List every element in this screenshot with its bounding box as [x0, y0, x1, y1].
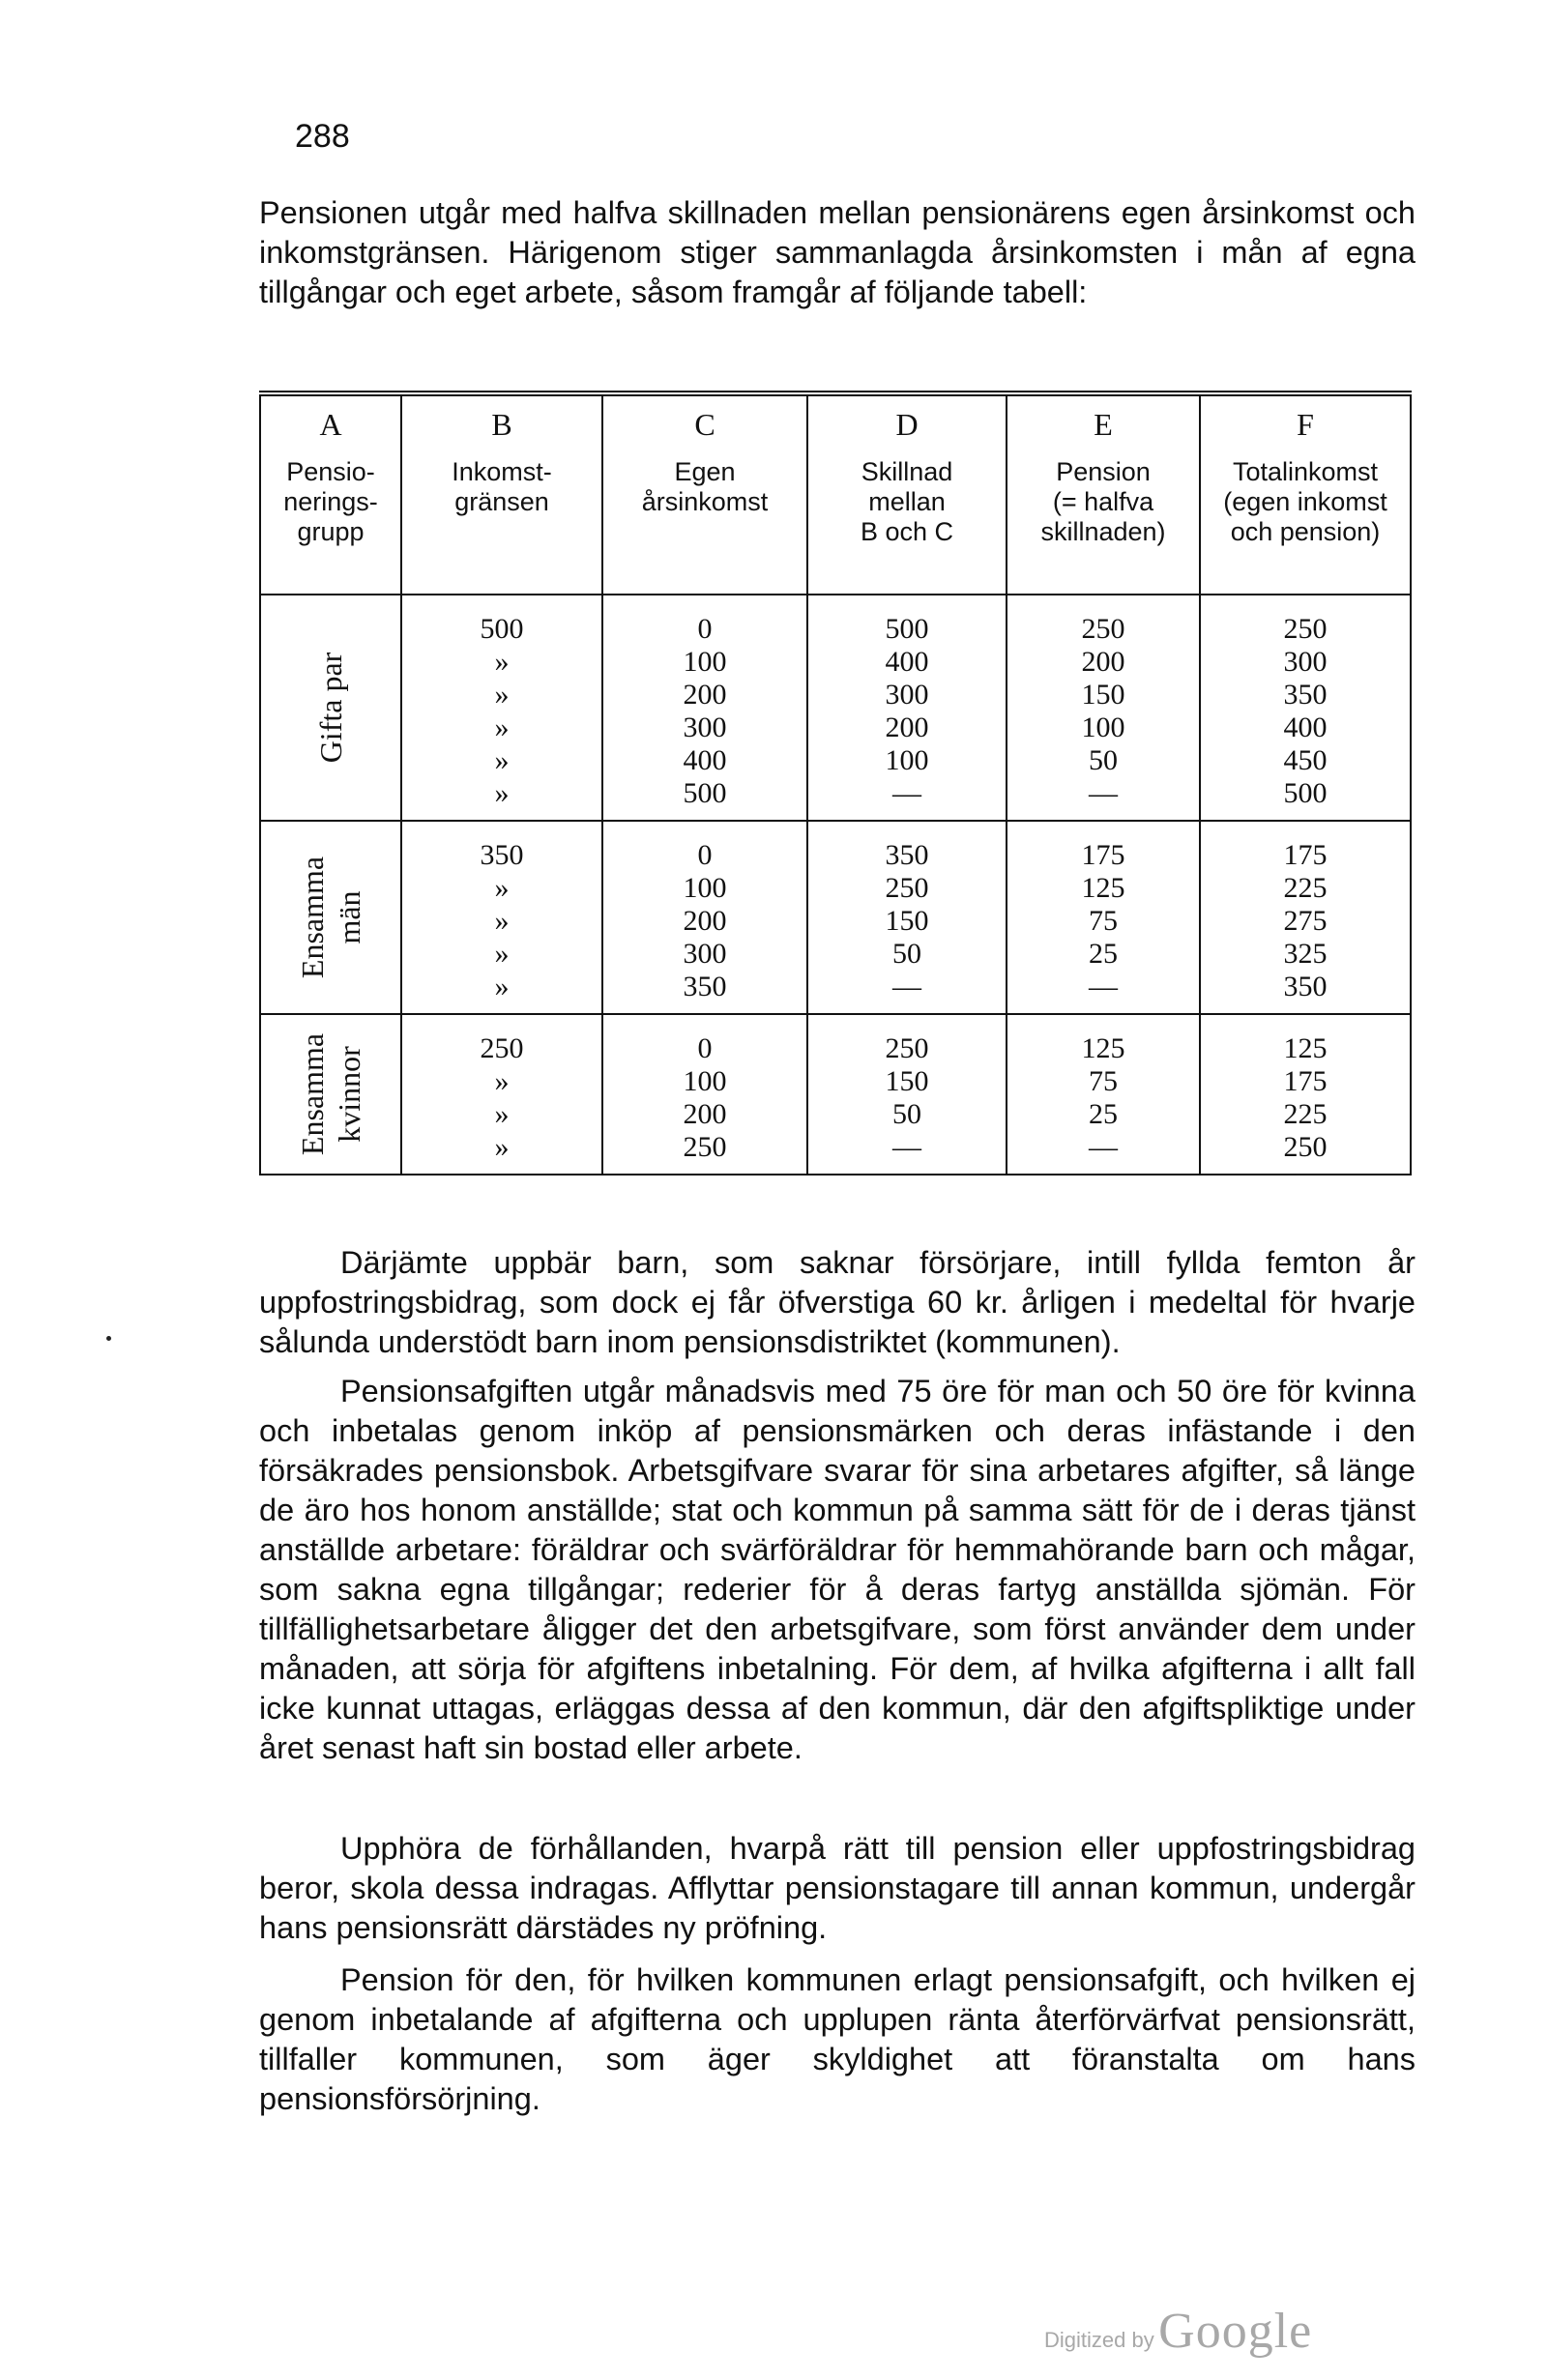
table-cell-value: 100: [683, 872, 727, 904]
table-cell-value: 200: [683, 679, 727, 711]
table-cell-value: 250: [1283, 1131, 1328, 1163]
header-label: [603, 457, 806, 517]
table-cell-value: —: [892, 777, 921, 809]
table-cell-value: 200: [683, 905, 727, 937]
table-cell-value: 400: [1283, 711, 1328, 743]
pension-table: [259, 391, 1412, 1175]
table-cell-value: 0: [697, 839, 713, 871]
label-line: skillnaden): [1040, 517, 1166, 546]
table-cell-value: 150: [1081, 679, 1125, 711]
table-cell-value: 50: [892, 1098, 921, 1130]
google-logo: Google: [1158, 2304, 1313, 2359]
table-cell-value: 350: [885, 839, 929, 871]
paragraph-pension-for-den: Pension för den, för hvilken kommunen erlagt pensionsafgift, och hvilken ej genom inbetalande af afgifterna och upplupen ränta återförvärfvat pensionsrätt, tillfaller kommunen, som äger skyldighet att föranstalta om hans pensionsförsörjning.: [259, 1962, 1416, 2116]
group-ensamma-kvinnor: [260, 1014, 1411, 1175]
table-cell-value: 500: [885, 613, 929, 645]
table-cell-value: —: [892, 971, 921, 1002]
col-f-values: [1200, 1014, 1411, 1175]
label-line: grupp: [297, 517, 365, 546]
table-cell-value: 175: [1283, 839, 1328, 871]
label-line: (egen inkomst: [1223, 487, 1387, 516]
table-cell-value: 175: [1081, 839, 1125, 871]
table-cell-value: 300: [683, 711, 727, 743]
header-label: [1007, 457, 1199, 547]
group-label-cell: [260, 821, 401, 1014]
table-cell-value: 25: [1089, 1098, 1118, 1130]
table-cell-value: 125: [1081, 1032, 1125, 1064]
table-cell-value: 500: [683, 777, 727, 809]
intro-paragraph: Pensionen utgår med halfva skillnaden mellan pensionärens egen årsinkomst och inkomstgränsen. Härigenom stiger sammanlagda årsinkomsten i mån af egna tillgångar och eget arbete, såsom framgår af följande tabell:: [259, 195, 1416, 309]
col-c-values: [602, 1014, 807, 1175]
table-cell-value: 175: [1283, 1065, 1328, 1097]
header-label: [808, 457, 1006, 547]
table-cell-value: »: [494, 872, 510, 904]
table-cell-value: 300: [683, 938, 727, 970]
table-cell-value: 275: [1283, 905, 1328, 937]
header-label: [261, 457, 400, 547]
header-col-f: F Totalinkomst (egen inkomst och pension): [1200, 393, 1411, 595]
paragraph-upphora: Upphöra de förhållanden, hvarpå rätt till pension eller uppfostringsbidrag beror, skola dessa indragas. Afflyttar pensionstagare till annan kommun, undergår hans pensionsrätt därstädes ny pröfning.: [259, 1831, 1416, 1945]
table-cell-value: 200: [683, 1098, 727, 1130]
table-cell-value: 250: [480, 1032, 524, 1064]
label-line: Inkomst-: [452, 457, 552, 486]
header-col-a: A Pensio- nerings- grupp: [260, 393, 401, 595]
label-line: årsinkomst: [641, 487, 769, 516]
table-cell-value: 200: [1081, 646, 1125, 678]
label-line: Egen: [674, 457, 736, 486]
label-line: kvinnor: [332, 1046, 366, 1143]
table-cell-value: 300: [885, 679, 929, 711]
label-line: gränsen: [454, 487, 549, 516]
table-cell-value: 350: [1283, 679, 1328, 711]
header-col-c: C Egen årsinkomst: [602, 393, 807, 595]
col-c-values: [602, 821, 807, 1014]
col-e-values: [1007, 821, 1200, 1014]
col-d-values: [807, 821, 1007, 1014]
label-line: mellan: [868, 487, 946, 516]
table-cell-value: 150: [885, 1065, 929, 1097]
col-e-values: [1007, 595, 1200, 821]
group-label-cell: [260, 595, 401, 821]
table-cell-value: »: [494, 1098, 510, 1130]
table-cell-value: 100: [683, 646, 727, 678]
table-cell-value: 125: [1081, 872, 1125, 904]
col-b-values: [401, 1014, 602, 1175]
col-b-values: [401, 821, 602, 1014]
group-label: [312, 653, 349, 764]
col-f-values: [1200, 595, 1411, 821]
header-col-e: E Pension (= halfva skillnaden): [1007, 393, 1200, 595]
table-cell-value: 225: [1283, 1098, 1328, 1130]
table-cell-value: 500: [480, 613, 524, 645]
group-label: [294, 856, 367, 978]
table-cell-value: »: [494, 905, 510, 937]
label-line: Pensio-: [286, 457, 375, 486]
label-line: Pension: [1056, 457, 1151, 486]
table-cell-value: »: [494, 938, 510, 970]
table-cell-value: —: [1089, 777, 1118, 809]
table-cell-value: 25: [1089, 938, 1118, 970]
table-cell-value: —: [892, 1131, 921, 1163]
table-cell-value: 350: [1283, 971, 1328, 1002]
table-cell-value: »: [494, 646, 510, 678]
table-cell-value: 250: [885, 872, 929, 904]
table-cell-value: »: [494, 971, 510, 1002]
table-cell-value: 250: [1081, 613, 1125, 645]
label-line: nerings-: [283, 487, 378, 516]
table-cell-value: 0: [697, 1032, 713, 1064]
table-cell-value: —: [1089, 1131, 1118, 1163]
table-cell-value: 100: [1081, 711, 1125, 743]
table-cell-value: 300: [1283, 646, 1328, 678]
col-f-values: [1200, 821, 1411, 1014]
label-line: Ensamma: [295, 856, 330, 979]
table-cell-value: 0: [697, 613, 713, 645]
footer-prefix: Digitized by: [1044, 2328, 1154, 2352]
label-line: Gifta par: [313, 652, 348, 764]
table-cell-value: —: [1089, 971, 1118, 1002]
table-cell-value: 325: [1283, 938, 1328, 970]
table-cell-value: 500: [1283, 777, 1328, 809]
col-d-values: [807, 595, 1007, 821]
paragraph-barn: Därjämte uppbär barn, som saknar försörjare, intill fyllda femton år uppfostringsbidrag, som dock ej får öfverstiga 60 kr. årligen i medeltal för hvarje sålunda understödt barn inom pensionsdistriktet (kommunen).: [259, 1245, 1416, 1359]
table-cell-value: 250: [1283, 613, 1328, 645]
table-cell-value: 100: [885, 744, 929, 776]
paragraph-pensionsafgiften: Pensionsafgiften utgår månadsvis med 75 öre för man och 50 öre för kvinna och inbetalas genom inköp af pensionsmärken och deras infästande i den försäkrades pensionsbok. Arbetsgifvare svarar för sina arbetares afgifter, så länge de äro hos honom anställde; stat och kommun på samma sätt för de i deras tjänst anställde arbetare: föräldrar och svärföräldrar för hemmahörande barn och mågar, som sakna egna tillgångar; rederier för å deras fartyg anställda sjömän. För tillfällighetsarbetare åligger det den arbetsgifvare, som först använder dem under månaden, att sörja för afgiftens inbetalning. För dem, af hvilka afgifterna i allt fall icke kunnat uttagas, erläggas dessa af den kommun, där den afgiftspliktige under året senast haft sin bostad eller arbete.: [259, 1374, 1416, 1765]
table-cell-value: 350: [683, 971, 727, 1002]
header-label: [402, 457, 601, 517]
label-line: (= halfva: [1052, 487, 1154, 516]
table-cell-value: 150: [885, 905, 929, 937]
page-number: 288: [295, 118, 350, 155]
label-line: män: [332, 890, 366, 944]
table-cell-value: 400: [885, 646, 929, 678]
group-label-cell: [260, 1014, 401, 1175]
table-cell-value: 50: [892, 938, 921, 970]
table-cell-value: 50: [1089, 744, 1118, 776]
table-cell-value: 75: [1089, 905, 1118, 937]
table-cell-value: 400: [683, 744, 727, 776]
table-cell-value: 350: [480, 839, 524, 871]
label-line: B och C: [860, 517, 954, 546]
table-cell-value: »: [494, 1131, 510, 1163]
table-cell-value: 250: [683, 1131, 727, 1163]
col-e-values: [1007, 1014, 1200, 1175]
header-col-d: D Skillnad mellan B och C: [807, 393, 1007, 595]
col-c-values: [602, 595, 807, 821]
table-cell-value: 75: [1089, 1065, 1118, 1097]
table-cell-value: 225: [1283, 872, 1328, 904]
group-ensamma-man: [260, 821, 1411, 1014]
table-cell-value: »: [494, 1065, 510, 1097]
table-cell-value: 125: [1283, 1032, 1328, 1064]
table-cell-value: 200: [885, 711, 929, 743]
group-gifta-par: [260, 595, 1411, 821]
header-col-b: B Inkomst- gränsen: [401, 393, 602, 595]
digitized-by-watermark: [1044, 2303, 1312, 2360]
scan-speck: [106, 1336, 111, 1341]
label-line: Ensamma: [295, 1032, 330, 1156]
label-line: Skillnad: [861, 457, 953, 486]
table-cell-value: »: [494, 711, 510, 743]
label-line: Totalinkomst: [1232, 457, 1379, 486]
col-d-values: [807, 1014, 1007, 1175]
group-label: [294, 1033, 367, 1155]
table-cell-value: 100: [683, 1065, 727, 1097]
table-cell-value: 450: [1283, 744, 1328, 776]
col-b-values: [401, 595, 602, 821]
table-cell-value: »: [494, 679, 510, 711]
label-line: och pension): [1230, 517, 1381, 546]
table-header-row: [260, 393, 1411, 595]
table-cell-value: »: [494, 777, 510, 809]
table-cell-value: 250: [885, 1032, 929, 1064]
table-cell-value: »: [494, 744, 510, 776]
header-label: [1201, 457, 1410, 547]
